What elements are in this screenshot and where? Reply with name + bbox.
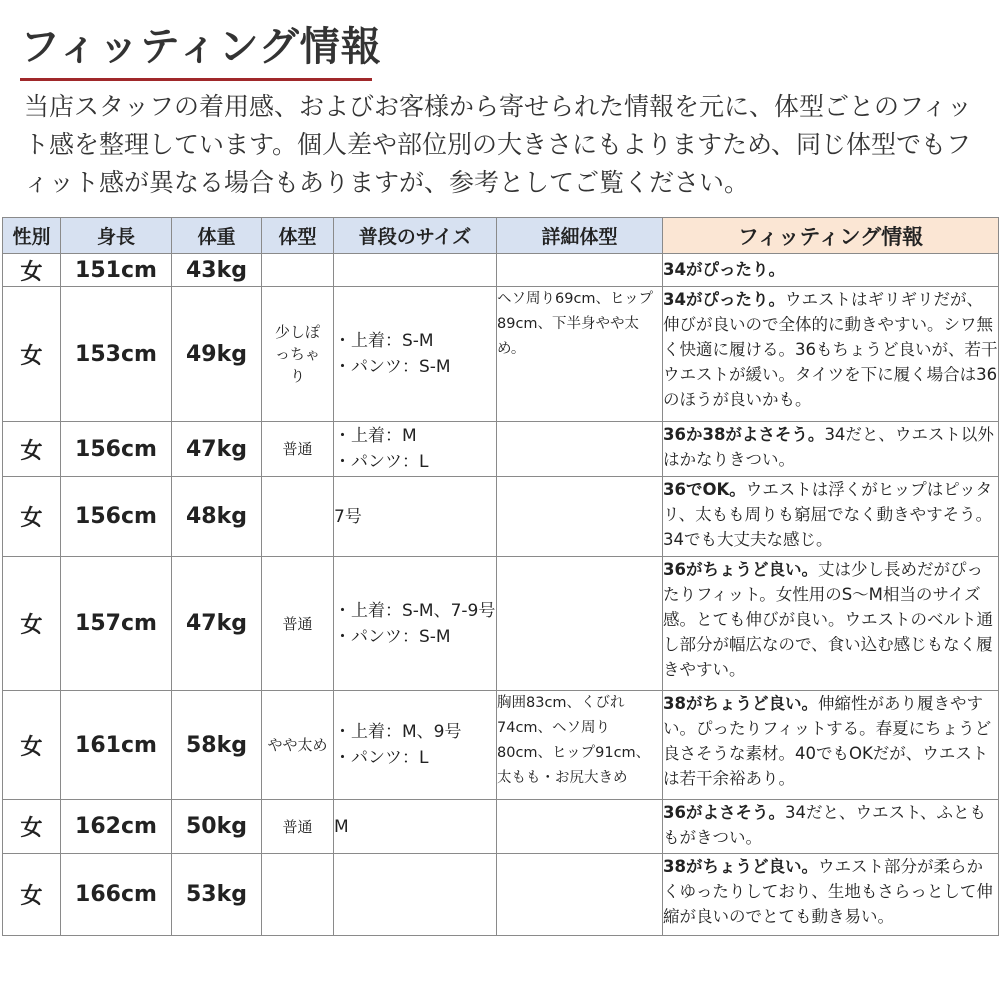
header-detail: 詳細体型 — [497, 218, 663, 254]
cell-usual-size — [334, 422, 497, 477]
usual-line: ・パンツ：L — [334, 748, 429, 768]
cell-usual-size — [334, 254, 497, 287]
table-row — [3, 854, 999, 936]
cell-fitting — [663, 854, 999, 936]
cell-weight: 47kg — [172, 422, 262, 477]
cell-fitting — [663, 287, 999, 422]
fit-highlight: 34がぴったり。 — [663, 260, 785, 279]
cell-height: 156cm — [61, 477, 172, 557]
cell-body-type — [262, 254, 334, 287]
fit-highlight: 36か38がよさそう。 — [663, 425, 825, 444]
fit-highlight: 38がちょうど良い。 — [663, 694, 818, 713]
cell-fitting — [663, 254, 999, 287]
fit-highlight: 38がちょうど良い。 — [663, 857, 818, 876]
cell-detail: ヘソ周り69cm、ヒップ89cm、下半身やや太め。 — [497, 287, 663, 422]
usual-line: ・パンツ：S-M — [334, 626, 451, 647]
fit-text: 34だと、ウエスト以外はかなりきつい。 — [663, 425, 994, 469]
usual-line: ・上着：S-M、7-9号 — [334, 600, 496, 621]
cell-body-type: 普通 — [262, 800, 334, 854]
cell-detail — [497, 422, 663, 477]
cell-detail — [497, 254, 663, 287]
cell-height: 157cm — [61, 557, 172, 691]
title-underline — [20, 78, 372, 81]
page-title: フィッティング情報 — [20, 24, 382, 70]
cell-height: 156cm — [61, 422, 172, 477]
cell-weight: 49kg — [172, 287, 262, 422]
cell-fitting — [663, 477, 999, 557]
usual-line: M — [334, 816, 349, 837]
table-header-row — [3, 218, 999, 254]
cell-detail: 胸囲83cm、くびれ74cm、ヘソ周り80cm、ヒップ91cm、太もも・お尻大きめ — [497, 691, 663, 800]
fitting-table — [2, 217, 999, 936]
cell-usual-size — [334, 691, 497, 800]
table-row — [3, 557, 999, 691]
cell-body-type: 普通 — [262, 422, 334, 477]
header-weight: 体重 — [172, 218, 262, 254]
cell-detail — [497, 854, 663, 936]
usual-line: ・上着：S-M — [334, 331, 434, 351]
cell-height: 151cm — [61, 254, 172, 287]
fit-highlight: 36がよさそう。 — [663, 803, 785, 822]
table-row — [3, 477, 999, 557]
cell-sex: 女 — [3, 254, 61, 287]
fit-text: 伸縮性があり履きやすい。ぴったりフィットする。春夏にちょうど良さそうな素材。40でもOKだが、ウエストは若干余裕あり。 — [663, 694, 992, 788]
cell-body-type: 少しぽっちゃり — [262, 287, 334, 422]
cell-sex: 女 — [3, 800, 61, 854]
cell-fitting — [663, 691, 999, 800]
cell-sex: 女 — [3, 854, 61, 936]
cell-height: 166cm — [61, 854, 172, 936]
header-body-type: 体型 — [262, 218, 334, 254]
cell-sex: 女 — [3, 287, 61, 422]
fit-highlight: 34がぴったり。 — [663, 290, 785, 309]
cell-sex: 女 — [3, 477, 61, 557]
cell-weight: 50kg — [172, 800, 262, 854]
fit-text: ウエスト部分が柔らかくゆったりしており、生地もさらっとして伸縮が良いのでとても動き易い。 — [663, 857, 993, 926]
cell-weight: 48kg — [172, 477, 262, 557]
cell-height: 153cm — [61, 287, 172, 422]
cell-sex: 女 — [3, 422, 61, 477]
fit-text: 34だと、ウエスト、ふとももがきつい。 — [663, 803, 986, 847]
cell-weight: 47kg — [172, 557, 262, 691]
cell-weight: 43kg — [172, 254, 262, 287]
usual-line: ・パンツ：S-M — [334, 357, 451, 377]
cell-fitting — [663, 422, 999, 477]
usual-line: ・上着：M、9号 — [334, 722, 462, 742]
cell-usual-size — [334, 800, 497, 854]
cell-weight: 58kg — [172, 691, 262, 800]
cell-detail — [497, 800, 663, 854]
header-sex: 性別 — [3, 218, 61, 254]
table-row — [3, 800, 999, 854]
fit-text: ウエストは浮くがヒップはピッタリ、太もも周りも窮屈でなく動きやすそう。34でも大丈夫な感じ。 — [663, 480, 993, 549]
header-height: 身長 — [61, 218, 172, 254]
cell-sex: 女 — [3, 691, 61, 800]
table-row — [3, 691, 999, 800]
header-fitting: フィッティング情報 — [663, 218, 999, 254]
fit-highlight: 36でOK。 — [663, 480, 746, 499]
usual-line: 7号 — [334, 506, 362, 527]
cell-fitting — [663, 800, 999, 854]
table-row — [3, 254, 999, 287]
cell-height: 162cm — [61, 800, 172, 854]
cell-body-type: 普通 — [262, 557, 334, 691]
cell-detail — [497, 557, 663, 691]
fit-text: ウエストはギリギリだが、伸びが良いので全体的に動きやすい。シワ無く快適に履ける。36もちょうど良いが、若干ウエストが緩い。タイツを下に履く場合は36のほうが良いかも。 — [663, 290, 998, 409]
cell-detail — [497, 477, 663, 557]
cell-fitting — [663, 557, 999, 691]
cell-usual-size — [334, 477, 497, 557]
usual-line: ・上着：M — [334, 426, 417, 446]
table-row — [3, 287, 999, 422]
intro-text: 当店スタッフの着用感、およびお客様から寄せられた情報を元に、体型ごとのフィット感を整理しています。個人差や部位別の大きさにもよりますため、同じ体型でもフィット感が異なる場合もありますが、参考としてご覧ください。 — [24, 92, 973, 197]
usual-line: ・パンツ：L — [334, 452, 429, 472]
cell-usual-size — [334, 557, 497, 691]
table-row — [3, 422, 999, 477]
cell-sex: 女 — [3, 557, 61, 691]
header-usual-size: 普段のサイズ — [334, 218, 497, 254]
cell-weight: 53kg — [172, 854, 262, 936]
cell-body-type: やや太め — [262, 691, 334, 800]
cell-usual-size — [334, 287, 497, 422]
cell-height: 161cm — [61, 691, 172, 800]
fit-text: 丈は少し長めだがぴったりフィット。女性用のS～M相当のサイズ感。とても伸びが良い。ウエストのベルト通し部分が幅広なので、食い込む感じもなく履きやすい。 — [663, 560, 993, 679]
fit-highlight: 36がちょうど良い。 — [663, 560, 818, 579]
cell-body-type — [262, 477, 334, 557]
cell-usual-size — [334, 854, 497, 936]
cell-body-type — [262, 854, 334, 936]
